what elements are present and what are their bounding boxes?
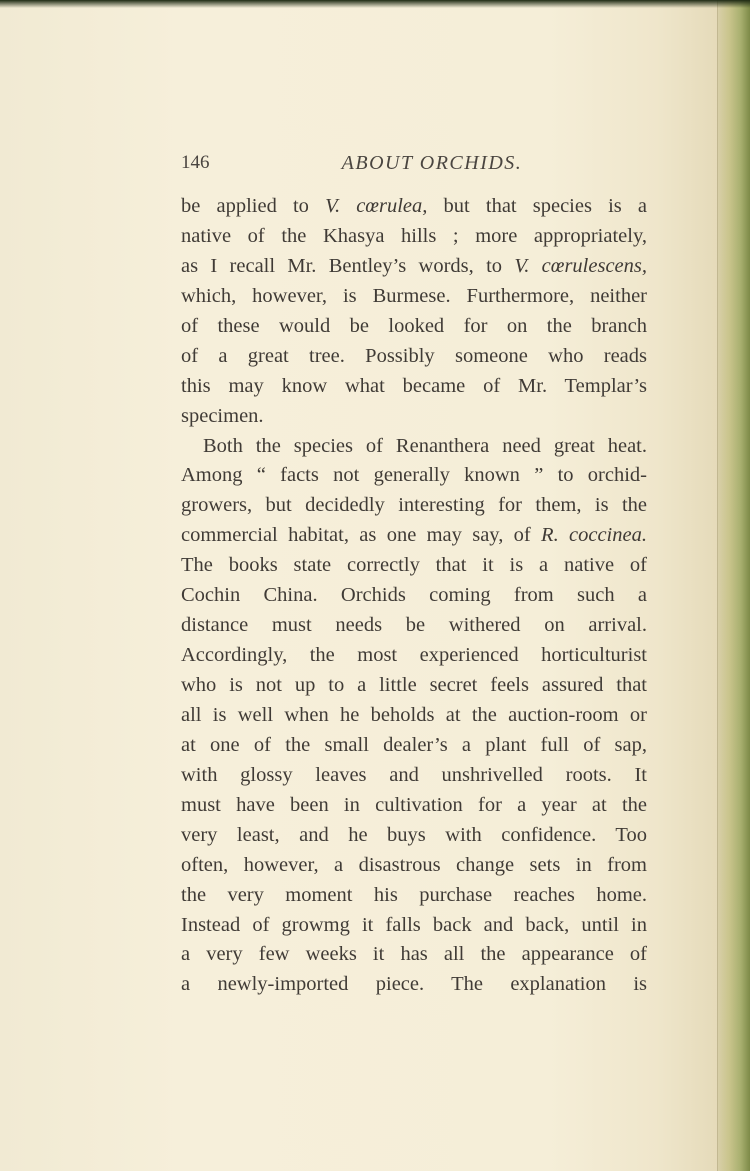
italic-species-name: V. cœrulea, xyxy=(325,195,428,217)
text-line: Both the species of Renanthera need great heat. xyxy=(203,434,647,457)
text-line: as I recall Mr. Bentley’s words, to V. cœrulescens, xyxy=(181,254,647,277)
text-line: growers, but decidedly interesting for them, is the xyxy=(181,494,647,517)
text-line: distance must needs be withered on arrival. xyxy=(181,614,647,637)
text-line: which, however, is Burmese. Furthermore, neither xyxy=(181,284,647,307)
text-line: specimen. xyxy=(181,404,264,427)
text-line: Among “ facts not generally known ” to orchid- xyxy=(181,464,647,487)
text-line: a very few weeks it has all the appearance of xyxy=(181,943,647,966)
text-line: Instead of growmg it falls back and back, until in xyxy=(181,913,647,936)
running-header xyxy=(181,146,647,176)
page-top-shadow xyxy=(0,0,750,8)
text-line: must have been in cultivation for a year at the xyxy=(181,793,647,816)
text-line: a newly-imported piece. The explanation is xyxy=(181,973,647,996)
text-line: Accordingly, the most experienced horticulturist xyxy=(181,644,647,667)
text-line: of these would be looked for on the branch xyxy=(181,314,647,337)
text-line: who is not up to a little secret feels assured that xyxy=(181,674,647,696)
italic-species-name: R. coccinea. xyxy=(541,524,647,547)
text-line: Cochin China. Orchids coming from such a xyxy=(181,584,647,607)
text-line: all is well when he beholds at the auction-room or xyxy=(181,703,647,726)
text-line: with glossy leaves and unshrivelled roots. It xyxy=(181,763,647,786)
text-line: of a great tree. Possibly someone who reads xyxy=(181,344,647,367)
text-line: native of the Khasya hills ; more appropriately, xyxy=(181,224,647,247)
text-line: at one of the small dealer’s a plant full of sap, xyxy=(181,733,647,756)
text-line: this may know what became of Mr. Templar’s xyxy=(181,374,647,397)
text-line: commercial habitat, as one may say, of R. coccinea. xyxy=(181,524,647,547)
page-number: 146 xyxy=(181,152,210,173)
book-gutter xyxy=(717,0,750,1171)
text-line: be applied to V. cœrulea, but that species is a xyxy=(181,195,647,217)
text-line: often, however, a disastrous change sets in from xyxy=(181,853,647,876)
text-line: the very moment his purchase reaches home. xyxy=(181,883,647,906)
italic-species-name: V. cœrulescens, xyxy=(514,254,647,277)
running-title: ABOUT ORCHIDS. xyxy=(341,152,523,174)
body-text xyxy=(181,192,647,1000)
text-line: very least, and he buys with confidence. Too xyxy=(181,823,647,846)
text-line: The books state correctly that it is a native of xyxy=(181,554,647,577)
